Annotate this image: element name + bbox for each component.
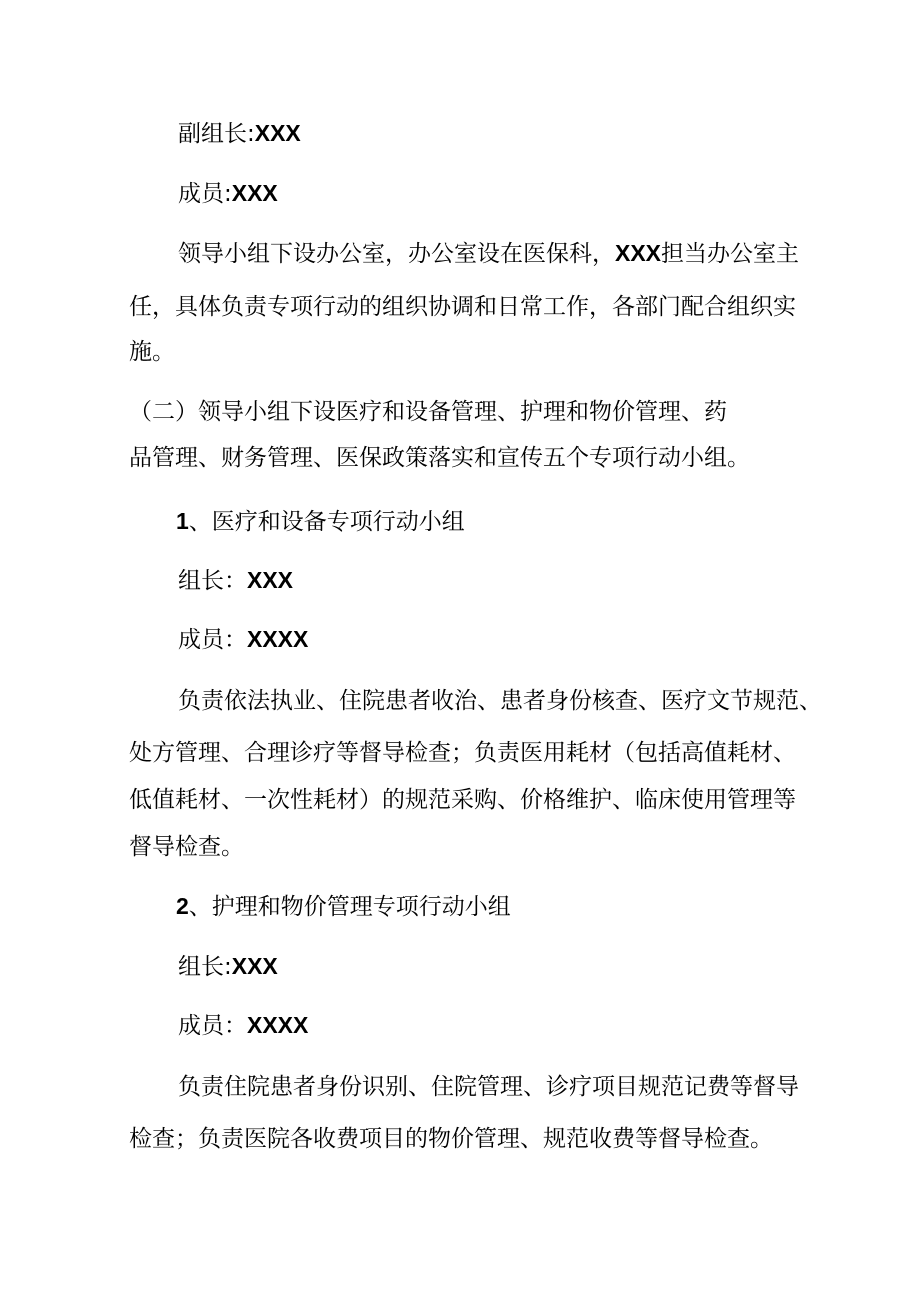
group-2-members-line xyxy=(178,1010,308,1041)
group-1-duty-line-3: 低值耗材、一次性耗材）的规范采购、价格维护、临床使用管理等 xyxy=(129,787,796,813)
group-2-leader-line xyxy=(178,951,278,982)
group-2-heading xyxy=(176,891,511,922)
group-1-members-value: XXXX xyxy=(247,626,309,652)
group-1-heading xyxy=(176,506,465,537)
group-2-title: 、护理和物价管理专项行动小组 xyxy=(188,894,511,920)
group-2-number: 2 xyxy=(176,893,189,919)
office-director-value: XXX xyxy=(615,240,662,266)
deputy-leader-label: 副组长: xyxy=(178,121,255,147)
group-2-members-value: XXXX xyxy=(247,1012,309,1038)
group-2-duty-line-2: 检查；负责医院各收费项目的物价管理、规范收费等督导检查。 xyxy=(129,1126,773,1152)
group-2-leader-label: 组长: xyxy=(178,954,232,980)
group-2-members-label: 成员： xyxy=(178,1013,247,1039)
office-paragraph-line-3: 施。 xyxy=(129,339,175,365)
office-paragraph-line-2: 任，具体负责专项行动的组织协调和日常工作，各部门配合组织实 xyxy=(129,294,796,320)
members-line xyxy=(178,178,278,209)
office-paragraph-line-1 xyxy=(178,238,799,269)
section-two-line-1: （二）领导小组下设医疗和设备管理、护理和物价管理、药 xyxy=(129,399,727,425)
group-1-duty-line-2: 处方管理、合理诊疗等督导检查；负责医用耗材（包括高值耗材、 xyxy=(129,740,796,766)
group-1-members-line xyxy=(178,624,308,655)
group-1-duty-line-1: 负责依法执业、住院患者收治、患者身份核查、医疗文节规范、 xyxy=(178,688,822,714)
group-1-number: 1 xyxy=(176,508,189,534)
section-two-line-2: 品管理、财务管理、医保政策落实和宣传五个专项行动小组。 xyxy=(129,445,750,471)
group-1-duty-line-4: 督导检查。 xyxy=(129,834,244,860)
group-2-duty-line-1: 负责住院患者身份识别、住院管理、诊疗项目规范记费等督导 xyxy=(178,1074,799,1100)
group-1-title: 、医疗和设备专项行动小组 xyxy=(188,509,465,535)
members-label: 成员: xyxy=(178,181,232,207)
members-value: XXX xyxy=(231,180,278,206)
office-text-end: 担当办公室主 xyxy=(661,241,800,267)
deputy-leader-value: XXX xyxy=(254,120,301,146)
group-2-leader-value: XXX xyxy=(231,953,278,979)
deputy-leader-line xyxy=(178,118,301,149)
group-1-leader-value: XXX xyxy=(247,567,294,593)
office-text-start: 领导小组下设办公室，办公室设在医保科， xyxy=(178,241,615,267)
group-1-members-label: 成员： xyxy=(178,627,247,653)
group-1-leader-label: 组长： xyxy=(178,568,247,594)
group-1-leader-line xyxy=(178,565,293,596)
